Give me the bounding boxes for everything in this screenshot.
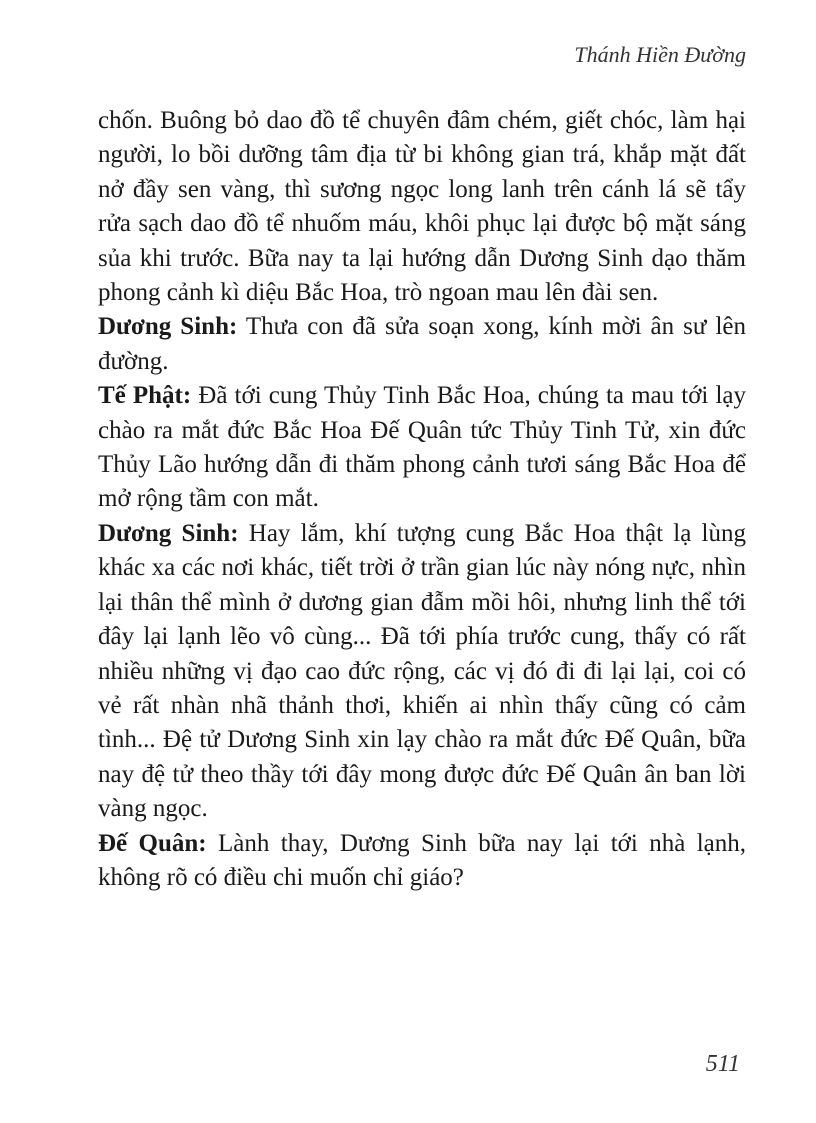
running-title: Thánh Hiền Đường [574, 42, 746, 67]
paragraph-text: Hay lắm, khí tượng cung Bắc Hoa thật lạ lùng khác xa các nơi khác, tiết trời ở trần gian lúc này nóng nực, nhìn lại thân thể mình ở dương gian đẫm mồi hôi, nhưng linh thể tới đây lại lạnh lẽo vô cùng... Đã tới phía trước cung, thấy có rất nhiều những vị đạo cao đức rộng, các vị đó đi đi lại lại, coi có vẻ rất nhàn nhã thảnh thơi, khiến ai nhìn thấy cũng có cảm tình... Đệ tử Dương Sinh xin lạy chào ra mắt đức Đế Quân, bữa nay đệ tử theo thầy tới đây mong được đức Đế Quân ân ban lời vàng ngọc. [98, 519, 746, 823]
speaker-name: Dương Sinh: [98, 313, 238, 341]
paragraph [98, 379, 746, 517]
paragraph [98, 517, 746, 827]
paragraph-text: Thưa con đã sửa soạn xong, kính mời ân sư lên đường. [98, 313, 746, 375]
speaker-name: Tế Phật: [98, 382, 192, 410]
body-text [98, 104, 746, 895]
paragraph [98, 104, 746, 310]
paragraph [98, 827, 746, 896]
paragraph-text: Đã tới cung Thủy Tinh Bắc Hoa, chúng ta mau tới lạy chào ra mắt đức Bắc Hoa Đế Quân tức Thủy Tinh Tử, xin đức Thủy Lão hướng dẫn đi thăm phong cảnh tươi sáng Bắc Hoa để mở rộng tầm con mắt. [98, 382, 746, 513]
paragraph [98, 310, 746, 379]
speaker-name: Dương Sinh: [98, 519, 239, 547]
page-number: 511 [705, 1051, 740, 1077]
paragraph-text: chốn. Buông bỏ dao đồ tể chuyên đâm chém, giết chóc, làm hại người, lo bồi dưỡng tâm địa từ bi không gian trá, khắp mặt đất nở đầy sen vàng, thì sương ngọc long lanh trên cánh lá sẽ tẩy rửa sạch dao đồ tể nhuốm máu, khôi phục lại được bộ mặt sáng sủa khi trước. Bữa nay ta lại hướng dẫn Dương Sinh dạo thăm phong cảnh kì diệu Bắc Hoa, trò ngoan mau lên đài sen. [98, 107, 746, 307]
speaker-name: Đế Quân: [98, 829, 207, 857]
paragraph-text: Lành thay, Dương Sinh bữa nay lại tới nhà lạnh, không rõ có điều chi muốn chỉ giáo? [98, 829, 746, 891]
